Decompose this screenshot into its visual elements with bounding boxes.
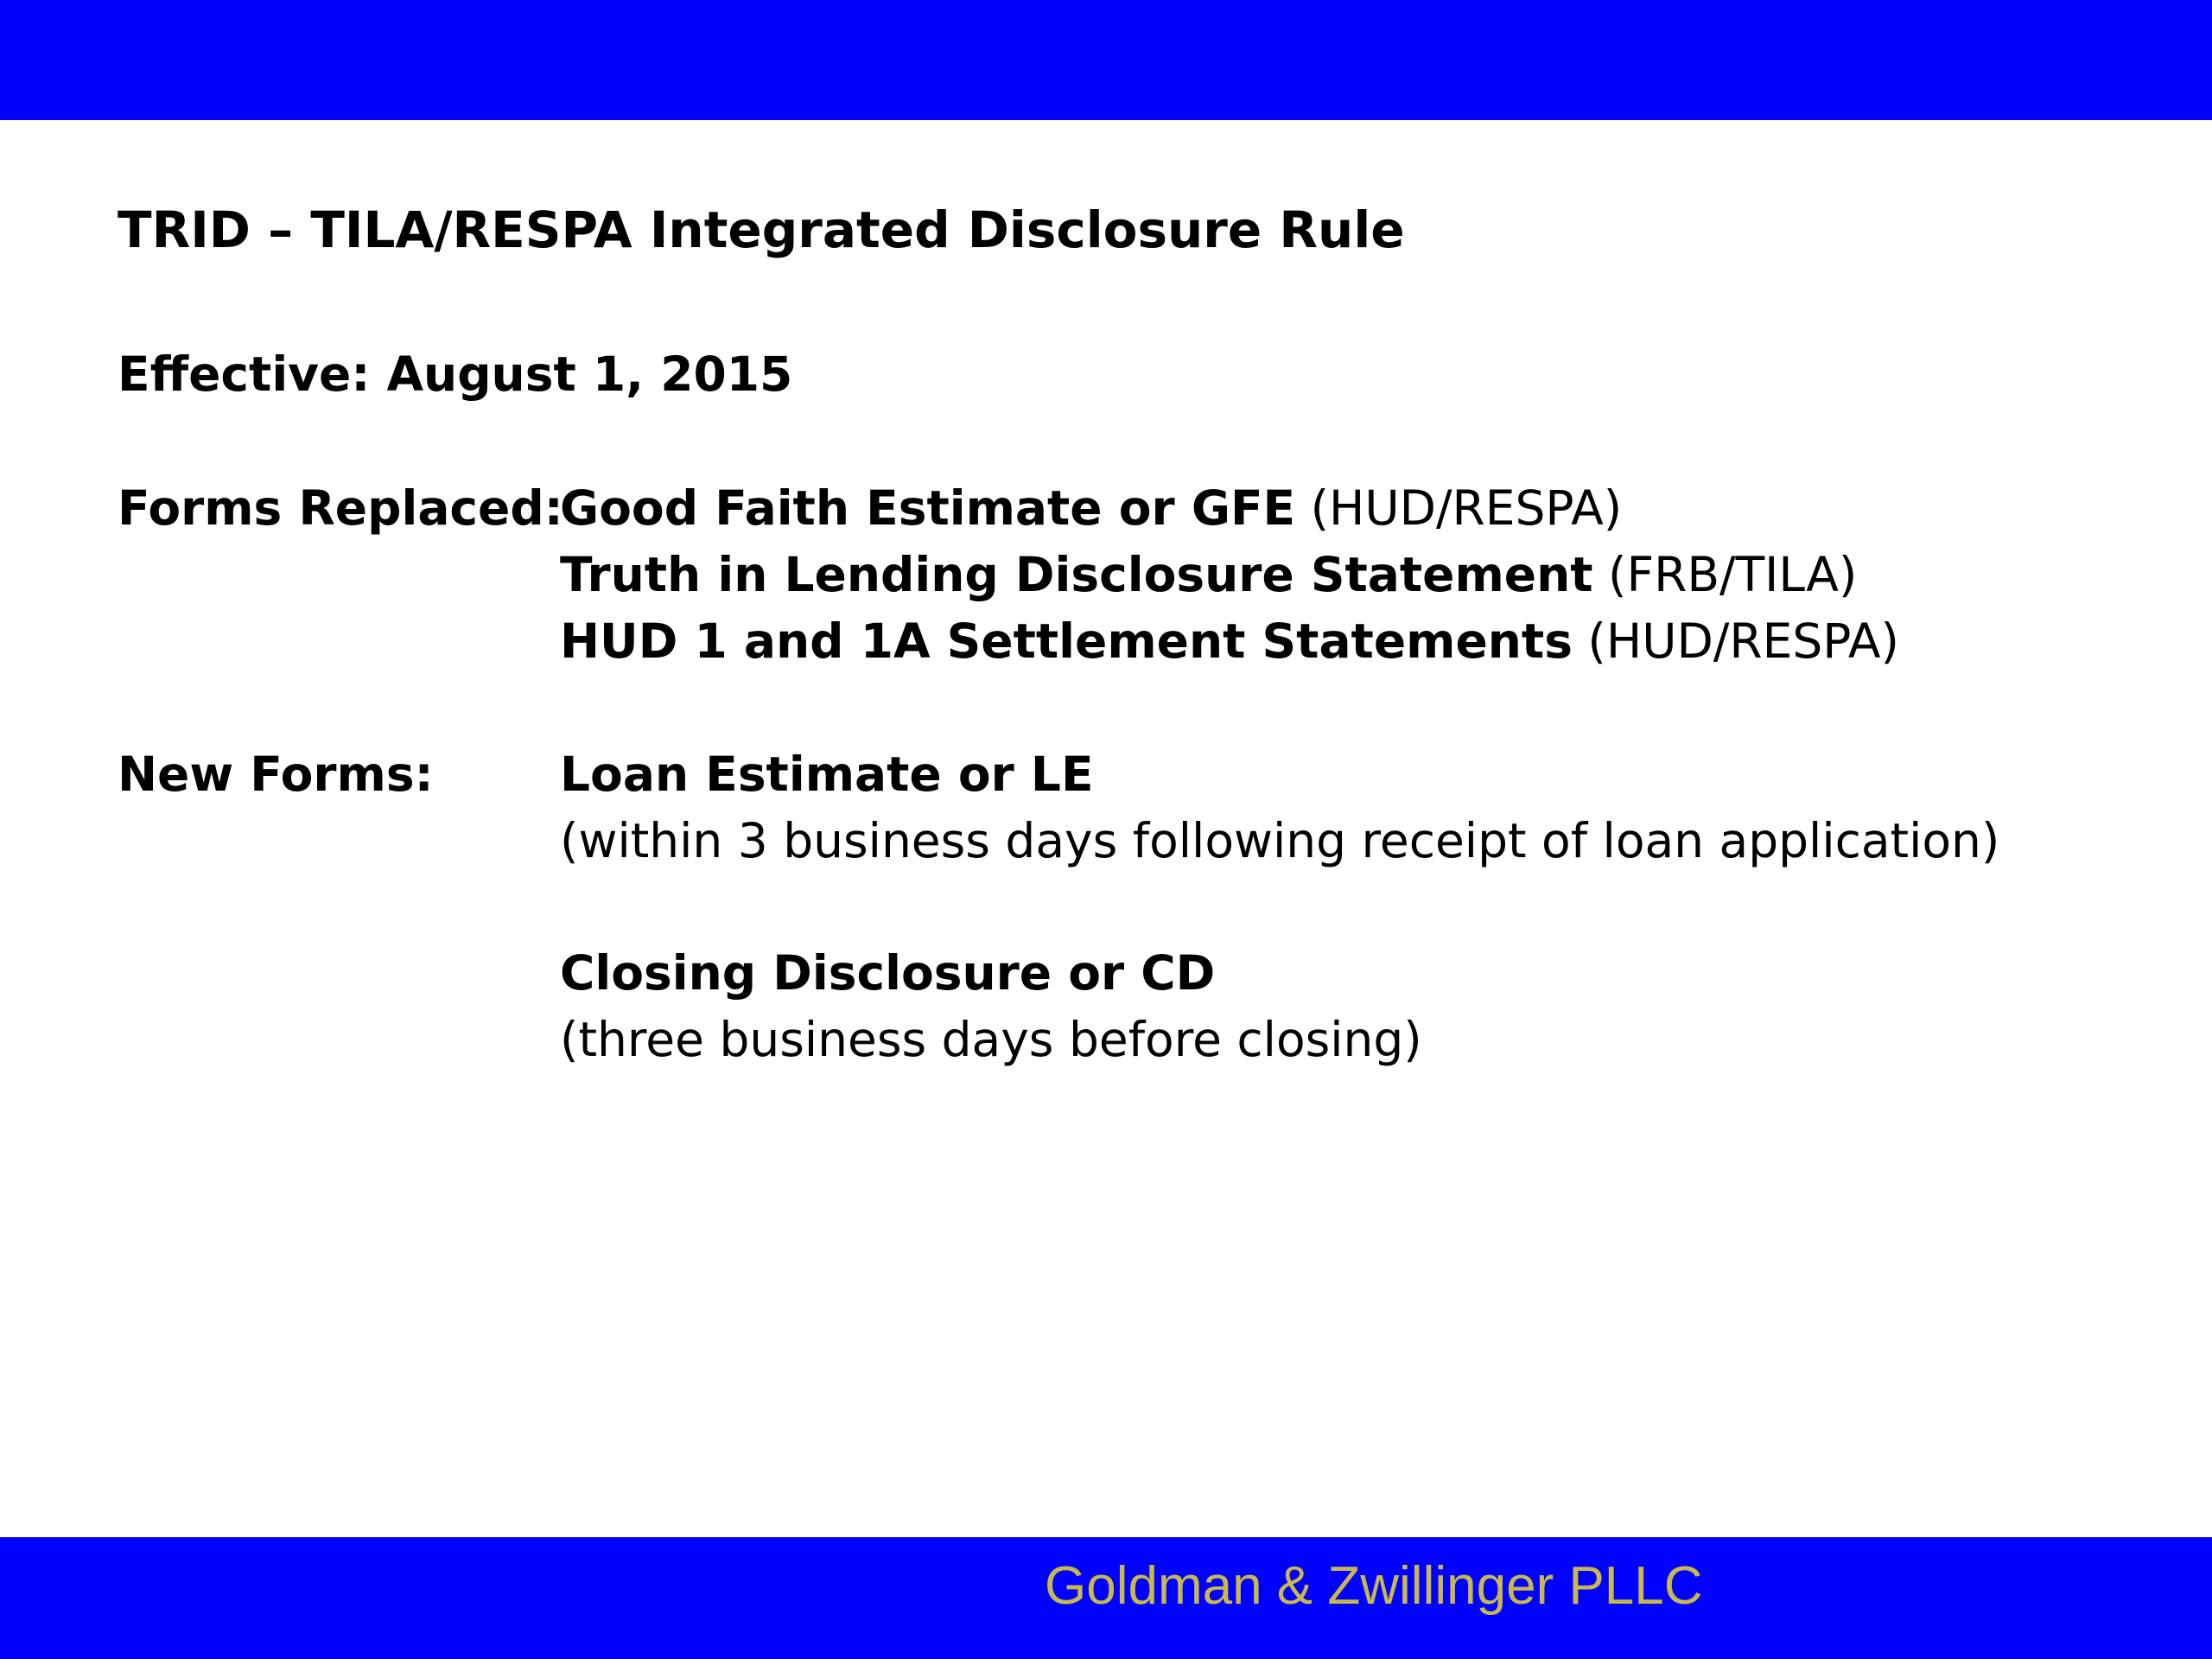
new-form-timing: (three business days before closing) <box>560 1012 1422 1067</box>
replaced-form-item <box>560 542 1899 608</box>
effective-date: Effective: August 1, 2015 <box>118 346 793 402</box>
replaced-form-item <box>560 475 1899 542</box>
new-forms-list <box>560 741 1999 1073</box>
top-banner <box>0 0 2212 120</box>
replaced-form-name: Good Faith Estimate or GFE <box>560 480 1296 536</box>
forms-replaced-label: Forms Replaced: <box>118 480 563 536</box>
replaced-form-name: HUD 1 and 1A Settlement Statements <box>560 613 1573 669</box>
new-form-name: Closing Disclosure or CD <box>560 945 1216 1001</box>
replaced-form-source: (FRB/TILA) <box>1592 547 1858 602</box>
new-form-timing: (within 3 business days following receipt of loan application) <box>560 813 2000 868</box>
replaced-form-source: (HUD/RESPA) <box>1295 480 1623 536</box>
new-form-name: Loan Estimate or LE <box>560 747 1094 802</box>
footer-firm-name: Goldman & Zwillinger PLLC <box>1045 1556 1703 1616</box>
new-forms-label: New Forms: <box>118 747 434 802</box>
forms-replaced-list <box>560 475 1899 675</box>
replaced-form-name: Truth in Lending Disclosure Statement <box>560 547 1593 602</box>
replaced-form-source: (HUD/RESPA) <box>1572 613 1899 669</box>
slide-title: TRID – TILA/RESPA Integrated Disclosure Rule <box>118 200 1405 259</box>
replaced-form-item <box>560 608 1899 675</box>
